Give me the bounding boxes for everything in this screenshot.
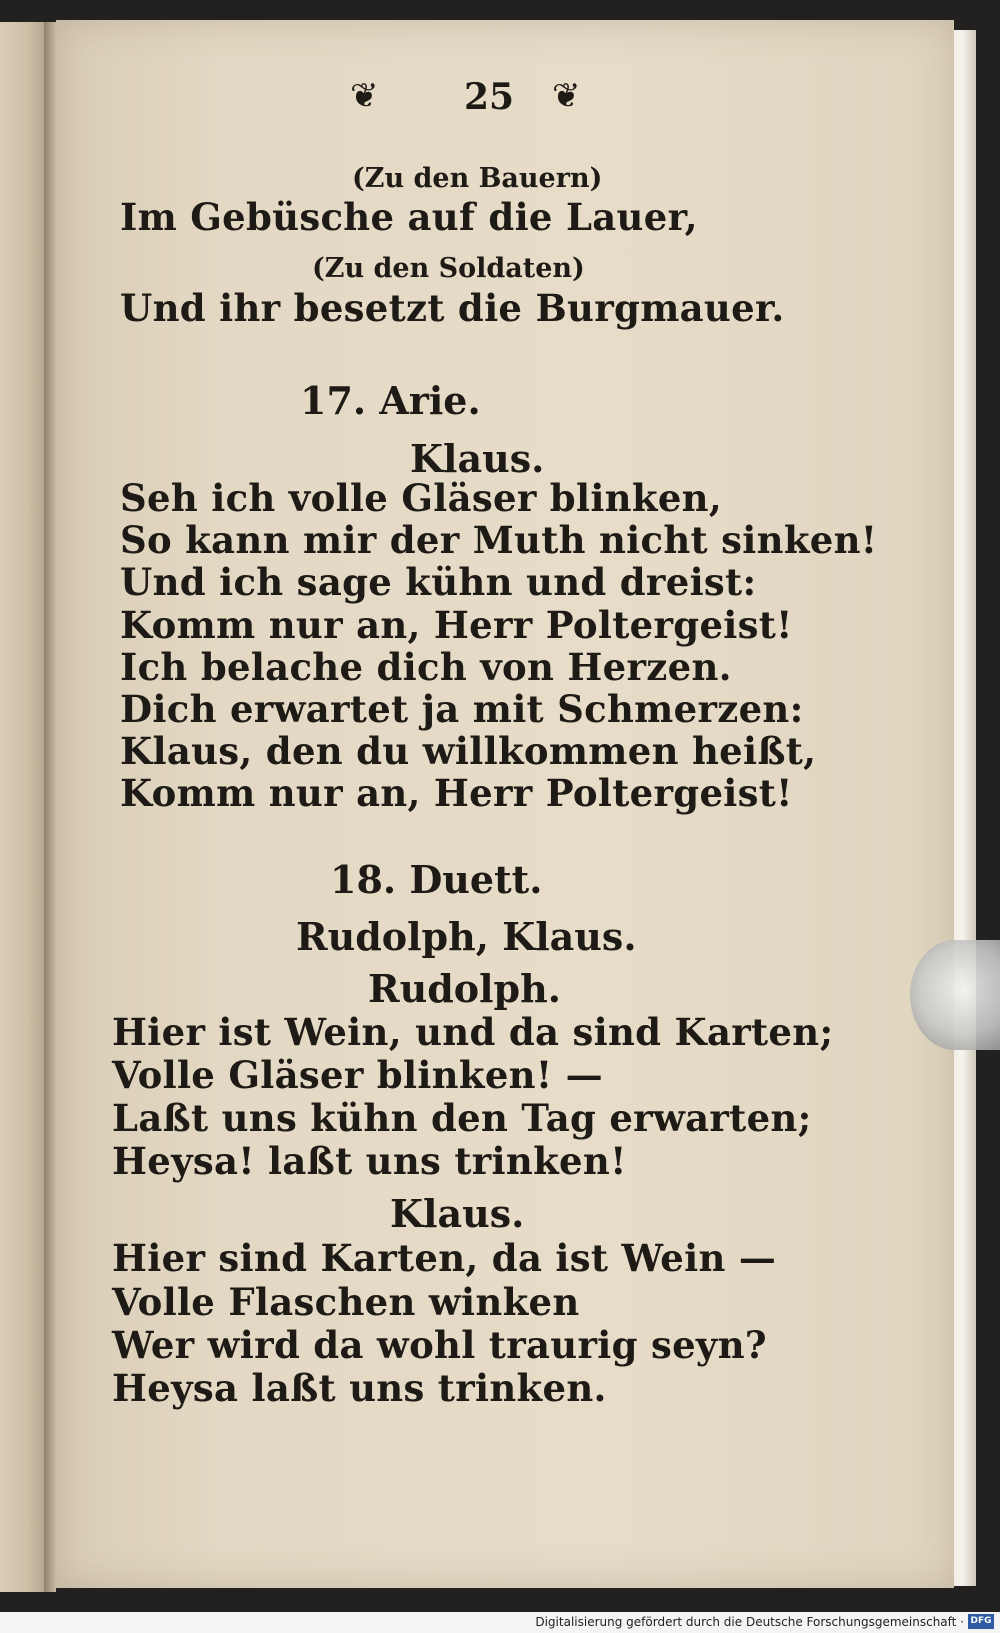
verse-line: Hier ist Wein, und da sind Karten; [112, 1010, 834, 1054]
verse-line: Ich belache dich von Herzen. [120, 645, 732, 689]
ornament-right-icon: ❦ [552, 76, 581, 116]
verse-line: Volle Flaschen winken [112, 1280, 580, 1324]
verse-line: Wer wird da wohl traurig seyn? [112, 1323, 767, 1367]
speaker-names: Rudolph, Klaus. [296, 914, 637, 959]
section-heading-duett: 18. Duett. [330, 857, 543, 902]
book-gutter [44, 22, 56, 1592]
facing-page-edge [0, 22, 46, 1592]
verse-line: So kann mir der Muth nicht sinken! [120, 518, 878, 562]
verse-line: Heysa! laßt uns trinken! [112, 1139, 627, 1183]
verse-line: Im Gebüsche auf die Lauer, [120, 195, 698, 239]
verse-line: Und ihr besetzt die Burgmauer. [120, 286, 785, 330]
verse-line: Und ich sage kühn und dreist: [120, 560, 757, 604]
verse-line: Seh ich volle Gläser blinken, [120, 476, 723, 520]
verse-line: Klaus, den du willkommen heißt, [120, 729, 817, 773]
page-clip-icon [910, 940, 1000, 1050]
verse-line: Komm nur an, Herr Poltergeist! [120, 771, 793, 815]
speaker-name: Klaus. [390, 1191, 525, 1236]
stage-direction: (Zu den Bauern) [352, 163, 603, 194]
verse-line: Hier sind Karten, da ist Wein — [112, 1236, 777, 1280]
speaker-name: Rudolph. [368, 966, 561, 1011]
dfg-logo-icon: DFG [968, 1614, 994, 1629]
verse-line: Volle Gläser blinken! — [112, 1053, 603, 1097]
ornament-left-icon: ❦ [350, 76, 379, 116]
speaker-name: Klaus. [410, 436, 545, 481]
footer-credit: Digitalisierung gefördert durch die Deutsche Forschungsgemeinschaft · [535, 1615, 964, 1629]
verse-line: Dich erwartet ja mit Schmerzen: [120, 687, 804, 731]
verse-line: Heysa laßt uns trinken. [112, 1366, 607, 1410]
page-number: 25 [464, 76, 515, 118]
verse-line: Komm nur an, Herr Poltergeist! [120, 603, 793, 647]
section-heading-arie: 17. Arie. [300, 378, 481, 423]
stage-direction: (Zu den Soldaten) [312, 253, 585, 284]
verse-line: Laßt uns kühn den Tag erwarten; [112, 1096, 812, 1140]
